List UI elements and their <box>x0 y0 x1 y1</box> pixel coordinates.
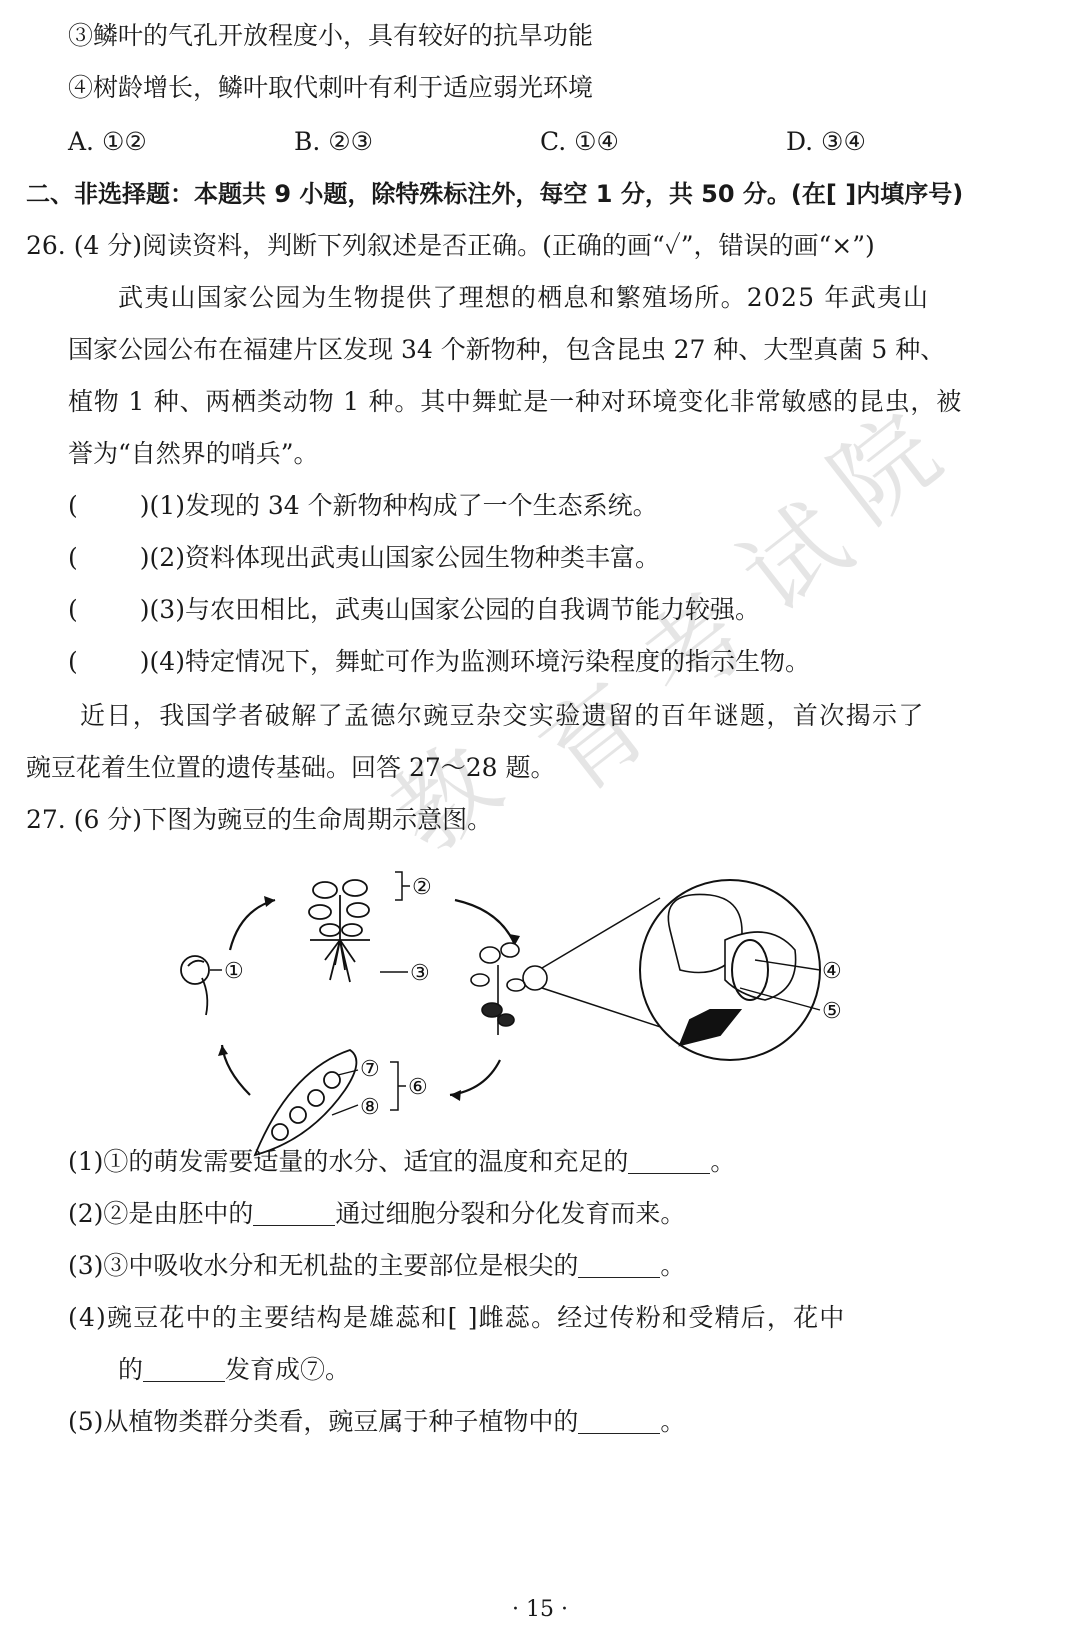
q26-passage-line: 植物 1 种、两栖类动物 1 种。其中舞虻是一种对环境变化非常敏感的昆虫，被 <box>68 387 963 416</box>
label-5: ⑤ <box>822 999 842 1024</box>
judgment-text: (3)与农田相比，武夷山国家公园的自我调节能力较强。 <box>149 595 760 624</box>
cycle-arrow <box>455 900 515 945</box>
cycle-arrow <box>230 900 275 950</box>
q27-sub-1-text: (1)①的萌发需要适量的水分、适宜的温度和充足的 <box>68 1147 629 1176</box>
q27-sub-5-end: 。 <box>660 1407 686 1436</box>
pea-pod-icon <box>255 1050 356 1155</box>
q26-judgment-3 <box>68 592 760 628</box>
judgment-text: (4)特定情况下，舞虻可作为监测环境污染程度的指示生物。 <box>149 647 810 676</box>
paren-close: ) <box>139 595 150 624</box>
paren-open: ( <box>68 595 78 624</box>
arrow-head <box>218 1045 228 1056</box>
q26-passage-line: 武夷山国家公园为生物提供了理想的栖息和繁殖场所。2025 年武夷山 <box>118 283 930 312</box>
q27-sub-4: (4)豌豆花中的主要结构是雄蕊和[ ]雌蕊。经过传粉和受精后，花中 <box>68 1303 846 1332</box>
paren-close: ) <box>139 543 150 572</box>
q27-sub-4-end: 发育成⑦。 <box>225 1355 351 1384</box>
seedling-icon <box>309 880 370 982</box>
watermark-char: 育 <box>519 661 671 816</box>
q27-sub-3 <box>68 1248 685 1284</box>
q26-judgment-4 <box>68 644 810 680</box>
paren-open: ( <box>68 543 78 572</box>
label-1: ① <box>224 959 244 984</box>
paren-close: ) <box>139 491 150 520</box>
section-title: 二、非选择题：本题共 9 小题，除特殊标注外，每空 1 分，共 50 分。(在[ ]内填序号) <box>26 180 964 208</box>
q26-stem: 26. (4 分)阅读资料，判断下列叙述是否正确。(正确的画“✓”，错误的画“×”) <box>26 231 875 260</box>
q27-stem: 27. (6 分)下图为豌豆的生命周期示意图。 <box>26 805 493 834</box>
option-d: D. ③④ <box>786 127 866 156</box>
answer-blank[interactable] <box>578 1251 660 1278</box>
q27-sub-5-text: (5)从植物类群分类看，豌豆属于种子植物中的 <box>68 1407 579 1436</box>
label-2: ② <box>412 875 432 900</box>
q27-sub-2-end: 通过细胞分裂和分化发育而来。 <box>335 1199 686 1228</box>
question-item-3: ③鳞叶的气孔开放程度小，具有较好的抗旱功能 <box>68 21 594 50</box>
judgment-text: (2)资料体现出武夷山国家公园生物种类丰富。 <box>149 543 660 572</box>
option-a: A. ①② <box>68 127 147 156</box>
arrow-head <box>450 1090 461 1101</box>
label-8: ⑧ <box>360 1095 380 1120</box>
pea-life-cycle-diagram <box>180 870 900 1190</box>
q27-sub-2-text: (2)②是由胚中的 <box>68 1199 254 1228</box>
label-6: ⑥ <box>408 1075 428 1100</box>
question-item-4: ④树龄增长，鳞叶取代刺叶有利于适应弱光环境 <box>68 73 594 102</box>
q27-sub-2 <box>68 1196 685 1232</box>
judgment-text: (1)发现的 34 个新物种构成了一个生态系统。 <box>149 491 658 520</box>
q26-passage-line: 誉为“自然界的哨兵”。 <box>68 439 319 468</box>
cycle-arrow <box>450 1060 500 1095</box>
label-3: ③ <box>410 961 430 986</box>
q26-judgment-1 <box>68 488 658 524</box>
answer-blank[interactable] <box>578 1407 660 1434</box>
watermark-char: 教 <box>369 721 521 876</box>
q27-sub-3-text: (3)③中吸收水分和无机盐的主要部位是根尖的 <box>68 1251 579 1280</box>
intro-line: 豌豆花着生位置的遗传基础。回答 27～28 题。 <box>26 753 556 782</box>
option-b: B. ②③ <box>294 127 374 156</box>
q26-judgment-2 <box>68 540 660 576</box>
q26-passage-line: 国家公园公布在福建片区发现 34 个新物种，包含昆虫 27 种、大型真菌 5 种、 <box>68 335 946 364</box>
flower-detail-icon <box>640 880 820 1060</box>
watermark-char: 试 <box>719 481 871 636</box>
q27-sub-1 <box>68 1144 735 1180</box>
label-4: ④ <box>822 959 842 984</box>
watermark-char: 考 <box>619 571 771 726</box>
intro-line: 近日，我国学者破解了孟德尔豌豆杂交实验遗留的百年谜题，首次揭示了 <box>80 701 925 730</box>
q27-sub-4-de: 的 <box>118 1355 144 1384</box>
paren-close: ) <box>139 647 150 676</box>
label-7: ⑦ <box>360 1057 380 1082</box>
answer-blank[interactable] <box>628 1147 710 1174</box>
option-c: C. ①④ <box>540 127 619 156</box>
paren-open: ( <box>68 647 78 676</box>
seed-icon <box>181 956 209 1015</box>
flowering-plant-icon <box>471 943 547 1035</box>
q27-sub-1-end: 。 <box>710 1147 736 1176</box>
answer-blank[interactable] <box>143 1355 225 1382</box>
q27-sub-4-cont <box>118 1352 350 1388</box>
watermark-char: 院 <box>809 391 961 546</box>
q27-sub-3-end: 。 <box>660 1251 686 1280</box>
answer-blank[interactable] <box>253 1199 335 1226</box>
page-number: · 15 · <box>512 1597 568 1622</box>
paren-open: ( <box>68 491 78 520</box>
q27-sub-5 <box>68 1404 685 1440</box>
